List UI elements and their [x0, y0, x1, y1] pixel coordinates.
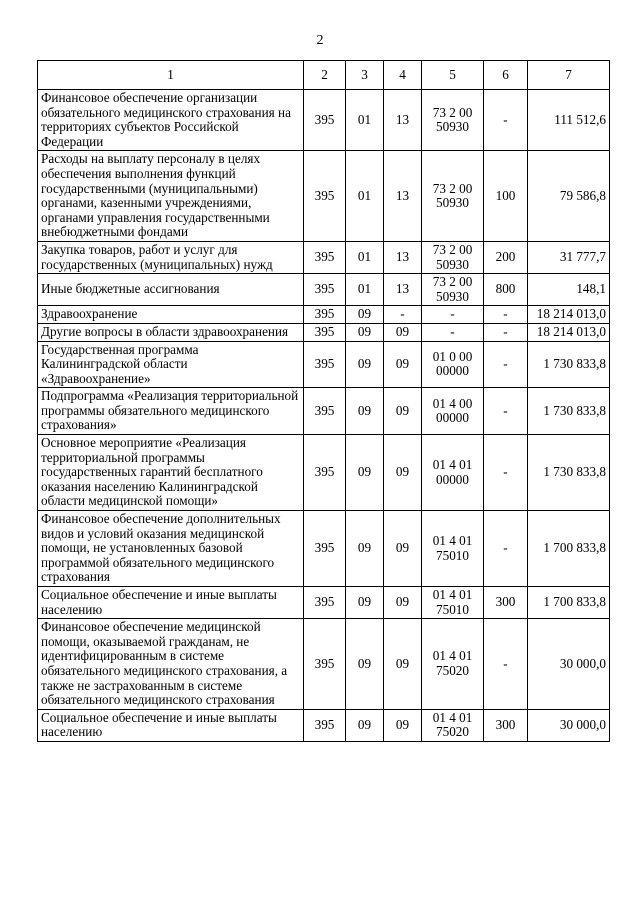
- target-article-cell: 01 4 01 00000: [422, 435, 484, 511]
- table-row: [38, 619, 610, 710]
- row-name-cell: Финансовое обеспечение дополнительных видов и условий оказания медицинской помощи, не установленных базовой программой обязательного медицинского страхования: [38, 511, 304, 587]
- ministry-code-cell: 395: [304, 511, 346, 587]
- ministry-code-cell: 395: [304, 274, 346, 306]
- expense-type-cell: 300: [484, 709, 528, 741]
- amount-cell: 31 777,7: [528, 241, 610, 273]
- subsection-code-cell: 09: [384, 323, 422, 341]
- table-row: [38, 709, 610, 741]
- subsection-code-cell: 13: [384, 151, 422, 242]
- ministry-code-cell: 395: [304, 90, 346, 151]
- column-header: 2: [304, 61, 346, 90]
- ministry-code-cell: 395: [304, 435, 346, 511]
- expense-type-cell: 300: [484, 587, 528, 619]
- expense-type-cell: -: [484, 341, 528, 388]
- row-name-cell: Другие вопросы в области здравоохранения: [38, 323, 304, 341]
- section-code-cell: 01: [346, 151, 384, 242]
- table-row: [38, 511, 610, 587]
- ministry-code-cell: 395: [304, 151, 346, 242]
- subsection-code-cell: 09: [384, 388, 422, 435]
- ministry-code-cell: 395: [304, 619, 346, 710]
- table-row: [38, 587, 610, 619]
- amount-cell: 1 730 833,8: [528, 388, 610, 435]
- expense-type-cell: -: [484, 323, 528, 341]
- column-header: 5: [422, 61, 484, 90]
- budget-table: [37, 60, 610, 742]
- column-header: 4: [384, 61, 422, 90]
- table-row: [38, 435, 610, 511]
- section-code-cell: 01: [346, 274, 384, 306]
- expense-type-cell: 100: [484, 151, 528, 242]
- table-row: [38, 341, 610, 388]
- expense-type-cell: -: [484, 511, 528, 587]
- amount-cell: 1 700 833,8: [528, 587, 610, 619]
- target-article-cell: 73 2 00 50930: [422, 151, 484, 242]
- row-name-cell: Расходы на выплату персоналу в целях обеспечения выполнения функций государственными (муниципальными) органами, казенными учреждениями, органами управления государственными внебюджетными фондами: [38, 151, 304, 242]
- amount-cell: 148,1: [528, 274, 610, 306]
- subsection-code-cell: 09: [384, 435, 422, 511]
- amount-cell: 18 214 013,0: [528, 306, 610, 324]
- subsection-code-cell: 13: [384, 241, 422, 273]
- target-article-cell: 73 2 00 50930: [422, 90, 484, 151]
- column-header: 6: [484, 61, 528, 90]
- column-header: 7: [528, 61, 610, 90]
- target-article-cell: 73 2 00 50930: [422, 274, 484, 306]
- table-row: [38, 241, 610, 273]
- target-article-cell: 01 4 01 75010: [422, 587, 484, 619]
- page-number: 2: [316, 33, 324, 48]
- section-code-cell: 09: [346, 435, 384, 511]
- row-name-cell: Подпрограмма «Реализация территориальной программы обязательного медицинского страхования»: [38, 388, 304, 435]
- target-article-cell: -: [422, 306, 484, 324]
- table-header-row: [38, 61, 610, 90]
- section-code-cell: 09: [346, 619, 384, 710]
- row-name-cell: Финансовое обеспечение медицинской помощи, оказываемой гражданам, не идентифицированным в системе обязательного медицинского страхования, а также не застрахованным в системе обязательного медицинского страхования: [38, 619, 304, 710]
- row-name-cell: Финансовое обеспечение организации обязательного медицинского страхования на территориях субъектов Российской Федерации: [38, 90, 304, 151]
- table-body: [38, 90, 610, 742]
- row-name-cell: Основное мероприятие «Реализация территориальной программы государственных гарантий бесплатного оказания населению Калининградской области медицинской помощи»: [38, 435, 304, 511]
- row-name-cell: Здравоохранение: [38, 306, 304, 324]
- ministry-code-cell: 395: [304, 323, 346, 341]
- row-name-cell: Закупка товаров, работ и услуг для государственных (муниципальных) нужд: [38, 241, 304, 273]
- section-code-cell: 01: [346, 241, 384, 273]
- section-code-cell: 09: [346, 511, 384, 587]
- expense-type-cell: -: [484, 619, 528, 710]
- table-row: [38, 306, 610, 324]
- target-article-cell: 01 4 00 00000: [422, 388, 484, 435]
- ministry-code-cell: 395: [304, 241, 346, 273]
- row-name-cell: Социальное обеспечение и иные выплаты населению: [38, 709, 304, 741]
- ministry-code-cell: 395: [304, 306, 346, 324]
- section-code-cell: 09: [346, 341, 384, 388]
- section-code-cell: 09: [346, 587, 384, 619]
- column-header: 1: [38, 61, 304, 90]
- target-article-cell: 01 4 01 75020: [422, 619, 484, 710]
- target-article-cell: 73 2 00 50930: [422, 241, 484, 273]
- table-row: [38, 388, 610, 435]
- section-code-cell: 09: [346, 306, 384, 324]
- section-code-cell: 09: [346, 323, 384, 341]
- ministry-code-cell: 395: [304, 709, 346, 741]
- target-article-cell: 01 0 00 00000: [422, 341, 484, 388]
- section-code-cell: 01: [346, 90, 384, 151]
- expense-type-cell: 800: [484, 274, 528, 306]
- subsection-code-cell: 09: [384, 511, 422, 587]
- row-name-cell: Государственная программа Калининградской области «Здравоохранение»: [38, 341, 304, 388]
- subsection-code-cell: 09: [384, 341, 422, 388]
- expense-type-cell: -: [484, 306, 528, 324]
- ministry-code-cell: 395: [304, 341, 346, 388]
- expense-type-cell: -: [484, 90, 528, 151]
- row-name-cell: Социальное обеспечение и иные выплаты населению: [38, 587, 304, 619]
- target-article-cell: 01 4 01 75010: [422, 511, 484, 587]
- subsection-code-cell: 09: [384, 587, 422, 619]
- table-row: [38, 90, 610, 151]
- subsection-code-cell: 09: [384, 619, 422, 710]
- table-row: [38, 151, 610, 242]
- amount-cell: 30 000,0: [528, 709, 610, 741]
- expense-type-cell: -: [484, 388, 528, 435]
- table-row: [38, 323, 610, 341]
- subsection-code-cell: 13: [384, 90, 422, 151]
- section-code-cell: 09: [346, 388, 384, 435]
- amount-cell: 111 512,6: [528, 90, 610, 151]
- amount-cell: 79 586,8: [528, 151, 610, 242]
- amount-cell: 1 700 833,8: [528, 511, 610, 587]
- section-code-cell: 09: [346, 709, 384, 741]
- expense-type-cell: -: [484, 435, 528, 511]
- ministry-code-cell: 395: [304, 388, 346, 435]
- target-article-cell: 01 4 01 75020: [422, 709, 484, 741]
- amount-cell: 18 214 013,0: [528, 323, 610, 341]
- amount-cell: 1 730 833,8: [528, 341, 610, 388]
- table-row: [38, 274, 610, 306]
- amount-cell: 30 000,0: [528, 619, 610, 710]
- expense-type-cell: 200: [484, 241, 528, 273]
- subsection-code-cell: -: [384, 306, 422, 324]
- row-name-cell: Иные бюджетные ассигнования: [38, 274, 304, 306]
- subsection-code-cell: 13: [384, 274, 422, 306]
- target-article-cell: -: [422, 323, 484, 341]
- column-header: 3: [346, 61, 384, 90]
- ministry-code-cell: 395: [304, 587, 346, 619]
- amount-cell: 1 730 833,8: [528, 435, 610, 511]
- subsection-code-cell: 09: [384, 709, 422, 741]
